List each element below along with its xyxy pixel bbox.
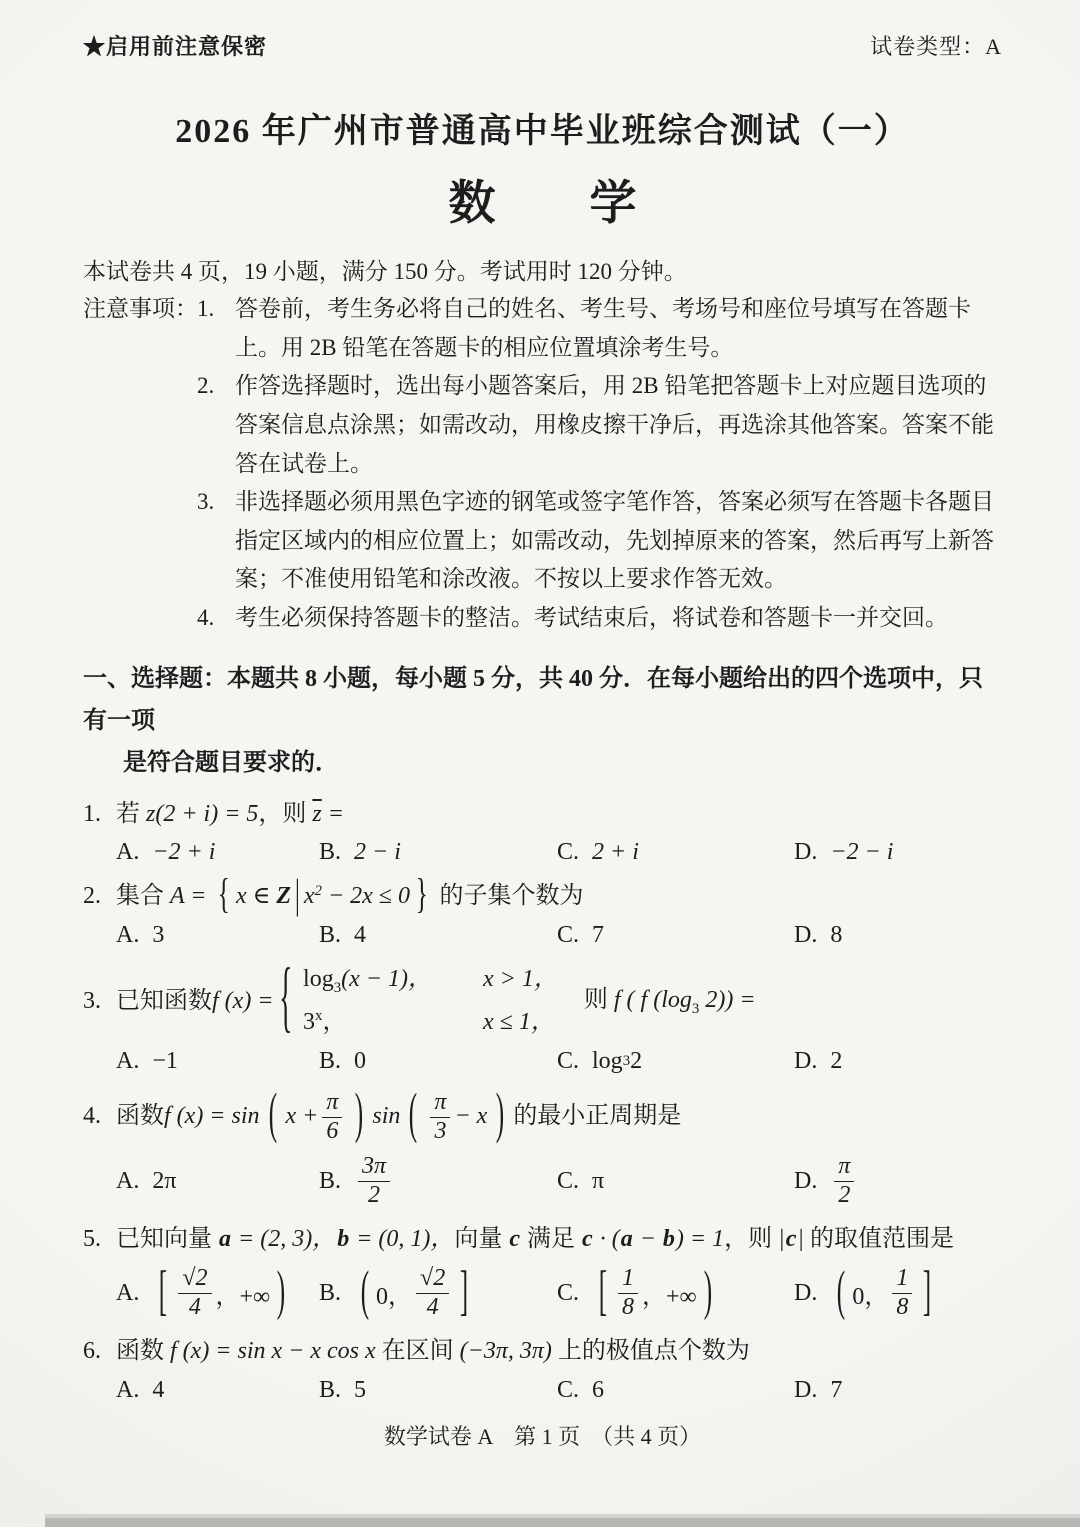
option-value: 6 (592, 1376, 605, 1403)
comma: ， (322, 1009, 347, 1036)
page-footer: 数学试卷 A 第 1 页 （共 4 页） (383, 1423, 702, 1449)
option-value: 2 (830, 1048, 843, 1075)
interval-left-value: 0， (376, 1283, 413, 1310)
stem-segment: b (662, 1226, 675, 1253)
interval-close-bracket: ) (703, 1262, 712, 1322)
stem-math: f ( f (log (613, 986, 692, 1013)
page-header (83, 30, 1002, 61)
note-3-number: 3. (197, 489, 215, 515)
question-6-stem-text (116, 1338, 750, 1364)
option-6b (319, 1377, 557, 1404)
stem-segment: − 2x ≤ 0 (321, 883, 410, 910)
stem-segment: c (582, 1226, 593, 1253)
question-2-number: 2. (83, 883, 101, 910)
fraction-numerator: π (834, 1153, 854, 1182)
stem-segment: a (219, 1226, 231, 1253)
fraction-denominator: 6 (326, 1117, 339, 1144)
question-2-options (116, 922, 1002, 949)
notes-label-spacer (83, 599, 197, 638)
option-label: A. (116, 1048, 140, 1075)
option-2d (794, 922, 1002, 949)
option-5b (319, 1262, 557, 1322)
stem-segment: 2 (314, 883, 322, 900)
stem-text: 已知函数 (116, 987, 212, 1014)
stem-segment: c (509, 1226, 521, 1253)
left-paren: ( (409, 1084, 418, 1146)
question-4-options (116, 1153, 1002, 1209)
option-label: B. (319, 921, 342, 948)
option-value: 4 (354, 921, 367, 948)
log-base: 3 (691, 1000, 700, 1017)
question-5-options (116, 1262, 1002, 1322)
option-label: D. (794, 921, 818, 948)
option-1a (116, 839, 319, 866)
fraction-denominator: 8 (622, 1293, 635, 1320)
option-value: −2 − i (830, 839, 894, 866)
option-label: A. (116, 839, 140, 866)
fraction-numerator: 1 (892, 1265, 912, 1294)
interval-open-bracket: ( (360, 1262, 370, 1322)
option-2c (557, 922, 794, 949)
case-2-condition: x ≤ 1， (483, 1009, 555, 1036)
stem-segment: $\overline{z}$ (312, 800, 322, 827)
stem-segment: } (415, 872, 428, 919)
log-function: log (303, 965, 334, 992)
power-base: 3 (303, 1009, 316, 1036)
interval-open-bracket: ( (837, 1262, 846, 1322)
stem-segment: = (0, 1)， (350, 1226, 455, 1253)
question-1-number: 1. (83, 800, 101, 827)
stem-segment: | (797, 1226, 804, 1253)
case-row-1 (303, 963, 558, 999)
fraction-numerator: π (430, 1089, 450, 1118)
option-label: B. (319, 1167, 342, 1194)
option-value: 2π (152, 1167, 177, 1194)
stem-segment: ∈ (246, 883, 277, 910)
question-3-options (116, 1048, 1002, 1075)
question-6-stem (83, 1335, 1002, 1369)
option-1c (557, 839, 794, 866)
option-value: 8 (830, 921, 843, 948)
question-5-stem-text (116, 1226, 954, 1252)
stem-segment: = (321, 800, 344, 827)
stem-math: f (x) = sin (164, 1103, 260, 1130)
stem-segment: − (633, 1226, 662, 1253)
stem-text: 的最小正周期是 (513, 1103, 682, 1130)
fraction-pi-over-3 (430, 1089, 450, 1145)
interval-open-bracket: [ (598, 1262, 608, 1322)
option-5a (116, 1262, 319, 1322)
option-4a (116, 1168, 319, 1195)
fraction-pi-over-6 (322, 1089, 342, 1145)
option-5d (794, 1262, 1002, 1322)
question-6-number: 6. (83, 1338, 101, 1365)
fraction-denominator: 4 (426, 1293, 439, 1320)
option-4c (557, 1168, 794, 1195)
stem-segment: ) = 1 (675, 1226, 725, 1253)
option-label: C. (557, 921, 580, 948)
stem-segment: A = (170, 883, 213, 910)
stem-segment: f (x) = sin x − x cos x (170, 1338, 376, 1365)
stem-segment: ，则 (258, 800, 313, 827)
option-fraction (892, 1265, 912, 1321)
stem-segment: Z (276, 883, 292, 910)
stem-math: 2)) = (699, 986, 756, 1013)
stem-segment: 在区间 (375, 1338, 460, 1365)
case-2-expression (303, 1006, 483, 1040)
option-value: 7 (592, 921, 605, 948)
stem-segment: | (778, 1226, 785, 1253)
option-6a (116, 1377, 319, 1404)
stem-math: sin (372, 1103, 401, 1130)
question-2 (83, 872, 1002, 949)
note-2-number: 2. (197, 373, 215, 399)
option-label: A. (116, 1279, 140, 1306)
stem-text: 则 (583, 986, 614, 1013)
option-fraction (416, 1265, 449, 1321)
fraction-numerator: π (322, 1089, 342, 1118)
stem-segment: a (620, 1226, 633, 1253)
question-2-stem (83, 872, 1002, 919)
log-argument: (x − 1)， (341, 965, 432, 992)
question-6-options (116, 1377, 1002, 1404)
stem-segment: z(2 + i) = 5 (146, 800, 259, 827)
question-5-stem (83, 1223, 1002, 1257)
option-value: 7 (830, 1376, 843, 1403)
question-5 (83, 1223, 1002, 1321)
stem-math: f (x) = (212, 987, 274, 1014)
stem-segment: x (235, 883, 247, 910)
subject-title: 数 学 (448, 178, 637, 230)
interval-right-value: ，+∞ (215, 1283, 271, 1310)
question-3 (83, 955, 1002, 1075)
notes-label-spacer (83, 367, 197, 483)
option-label: D. (794, 1048, 818, 1075)
interval-close-bracket: ) (276, 1262, 286, 1322)
stem-segment: { (218, 872, 231, 919)
fraction-denominator: 2 (368, 1181, 381, 1208)
case-row-2 (303, 1006, 558, 1040)
left-paren: ( (268, 1084, 277, 1146)
stem-math: x + (285, 1103, 319, 1130)
notes-label: 注意事项： (83, 296, 198, 321)
case-1-condition: x > 1， (483, 965, 558, 992)
section-1-heading-line2: 是符合题目要求的． (123, 749, 339, 776)
option-6c (557, 1377, 794, 1404)
stem-segment: 已知向量 (116, 1226, 218, 1253)
option-2b (319, 922, 557, 949)
option-4b (319, 1153, 557, 1209)
option-value: 4 (152, 1376, 165, 1403)
stem-segment: 若 (116, 800, 146, 827)
option-5c (557, 1262, 794, 1322)
log-function: log (592, 1048, 623, 1075)
fraction-numerator: 1 (618, 1265, 638, 1294)
exam-info-line: 本试卷共 4 页，19 小题，满分 150 分。考试用时 120 分钟。 (83, 259, 687, 284)
note-4-text: 考生必须保持答题卡的整洁。考试结束后，将试卷和答题卡一并交回。 (235, 605, 948, 630)
option-label: A. (116, 1167, 140, 1194)
stem-segment: 的取值范围是 (803, 1226, 954, 1253)
question-3-tail (584, 984, 756, 1020)
option-value: 2 (630, 1048, 643, 1075)
question-1-options (116, 839, 1002, 866)
option-label: A. (116, 1376, 140, 1403)
stem-segment: ，则 (724, 1226, 779, 1253)
question-1-stem-text (116, 801, 344, 827)
question-4-stem (83, 1084, 1002, 1146)
stem-segment: = (2, 3)， (232, 1226, 337, 1253)
option-label: D. (794, 1279, 818, 1306)
question-6 (83, 1335, 1002, 1404)
question-4-number: 4. (83, 1103, 101, 1130)
fraction-denominator: 8 (896, 1293, 909, 1320)
option-label: B. (319, 1279, 342, 1306)
option-value: 2 − i (354, 839, 401, 866)
case-1-expression (303, 963, 483, 999)
stem-segment: 满足 (521, 1226, 582, 1253)
option-value: 2 + i (592, 839, 639, 866)
fraction-denominator: 2 (838, 1181, 851, 1208)
stem-text: 函数 (116, 1103, 164, 1130)
note-2-text: 作答选择题时，选出每小题答案后，用 2B 铅笔把答题卡上对应题目选项的答案信息点涂黑；如需改动，用橡皮擦干净后，再选涂其他答案。答案不能答在试卷上。 (235, 373, 994, 476)
option-3b (319, 1048, 557, 1075)
option-label: C. (557, 1376, 580, 1403)
interval-close-bracket: ] (923, 1262, 932, 1322)
paper-type-label: 试卷类型：A (870, 34, 1002, 59)
option-label: B. (319, 1376, 342, 1403)
option-value: π (592, 1167, 605, 1194)
stem-segment: (−3π, 3π) (459, 1338, 552, 1365)
option-fraction (618, 1265, 638, 1321)
right-paren: ) (355, 1084, 364, 1146)
question-3-stem (83, 955, 1002, 1042)
option-4d (794, 1153, 1002, 1209)
option-fraction (834, 1153, 854, 1209)
notes-label-spacer (83, 483, 197, 599)
option-value: 5 (354, 1376, 367, 1403)
stem-segment: b (337, 1226, 350, 1253)
fraction-denominator: 4 (188, 1293, 201, 1320)
option-label: A. (116, 921, 140, 948)
option-label: B. (319, 1048, 342, 1075)
question-1-stem (83, 798, 1002, 832)
fraction-numerator: √2 (416, 1265, 449, 1294)
option-fraction (178, 1265, 211, 1321)
fraction-numerator: 3π (358, 1153, 390, 1182)
question-3-number: 3. (83, 987, 101, 1014)
option-1b (319, 839, 557, 866)
interval-close-bracket: ] (459, 1262, 469, 1322)
stem-segment: 集合 (116, 883, 170, 910)
photo-edge-shadow (45, 1518, 1080, 1527)
option-label: C. (557, 1048, 580, 1075)
option-3c (557, 1048, 794, 1075)
question-1 (83, 798, 1002, 867)
security-notice: ★启用前注意保密 (83, 34, 268, 59)
exam-title: 2026 年广州市普通高中毕业班综合测试（一） (175, 113, 910, 150)
section-1-heading-line1: 一、选择题：本题共 8 小题，每小题 5 分，共 40 分．在每小题给出的四个选项中，只有一项 (83, 665, 983, 734)
option-label: C. (557, 1167, 580, 1194)
note-1-number: 1. (197, 296, 215, 321)
option-6d (794, 1377, 1002, 1404)
question-4 (83, 1084, 1002, 1209)
piecewise-brace: { (278, 955, 292, 1042)
question-5-number: 5. (83, 1226, 101, 1253)
option-3d (794, 1048, 1002, 1075)
stem-segment: 的子集个数为 (433, 883, 584, 910)
option-value: −2 + i (152, 839, 216, 866)
interval-left-value: 0， (852, 1283, 889, 1310)
stem-segment: 向量 (454, 1226, 509, 1253)
stem-segment: | (295, 873, 300, 918)
piecewise-cases (303, 963, 558, 1040)
section-1-heading (83, 658, 1002, 784)
interval-open-bracket: [ (159, 1262, 168, 1322)
option-1d (794, 839, 1002, 866)
option-label: D. (794, 1376, 818, 1403)
stem-segment: 上的极值点个数为 (551, 1338, 750, 1365)
option-label: C. (557, 839, 580, 866)
option-label: D. (794, 839, 818, 866)
fraction-denominator: 3 (434, 1117, 447, 1144)
stem-segment: · ( (593, 1226, 620, 1253)
stem-segment: c (785, 1226, 797, 1253)
power-exponent: x (315, 1008, 323, 1025)
option-label: C. (557, 1279, 580, 1306)
log-base: 3 (622, 1053, 631, 1070)
stem-segment: 函数 (116, 1338, 170, 1365)
option-fraction (358, 1153, 390, 1209)
log-base: 3 (333, 979, 342, 996)
fraction-numerator: √2 (178, 1265, 211, 1294)
notes-block (83, 290, 1002, 638)
interval-right-value: ，+∞ (642, 1283, 697, 1310)
right-paren: ) (496, 1084, 505, 1146)
option-value: 3 (152, 921, 165, 948)
stem-math: − x (454, 1103, 488, 1130)
note-1-text: 答卷前，考生务必将自己的姓名、考生号、考场号和座位号填写在答题卡上。用 2B 铅笔在答题卡的相应位置填涂考生号。 (235, 296, 971, 360)
stem-segment: x (303, 883, 315, 910)
option-label: B. (319, 839, 342, 866)
note-3-text: 非选择题必须用黑色字迹的钢笔或签字笔作答，答案必须写在答题卡各题目指定区域内的相应位置上；如需改动，先划掉原来的答案，然后再写上新答案；不准使用铅笔和涂改液。不按以上要求作答无效。 (235, 489, 994, 592)
note-4-number: 4. (197, 605, 215, 630)
option-value: 0 (354, 1048, 367, 1075)
option-label: D. (794, 1167, 818, 1194)
question-2-stem-text (116, 872, 584, 919)
option-value: −1 (152, 1048, 178, 1075)
